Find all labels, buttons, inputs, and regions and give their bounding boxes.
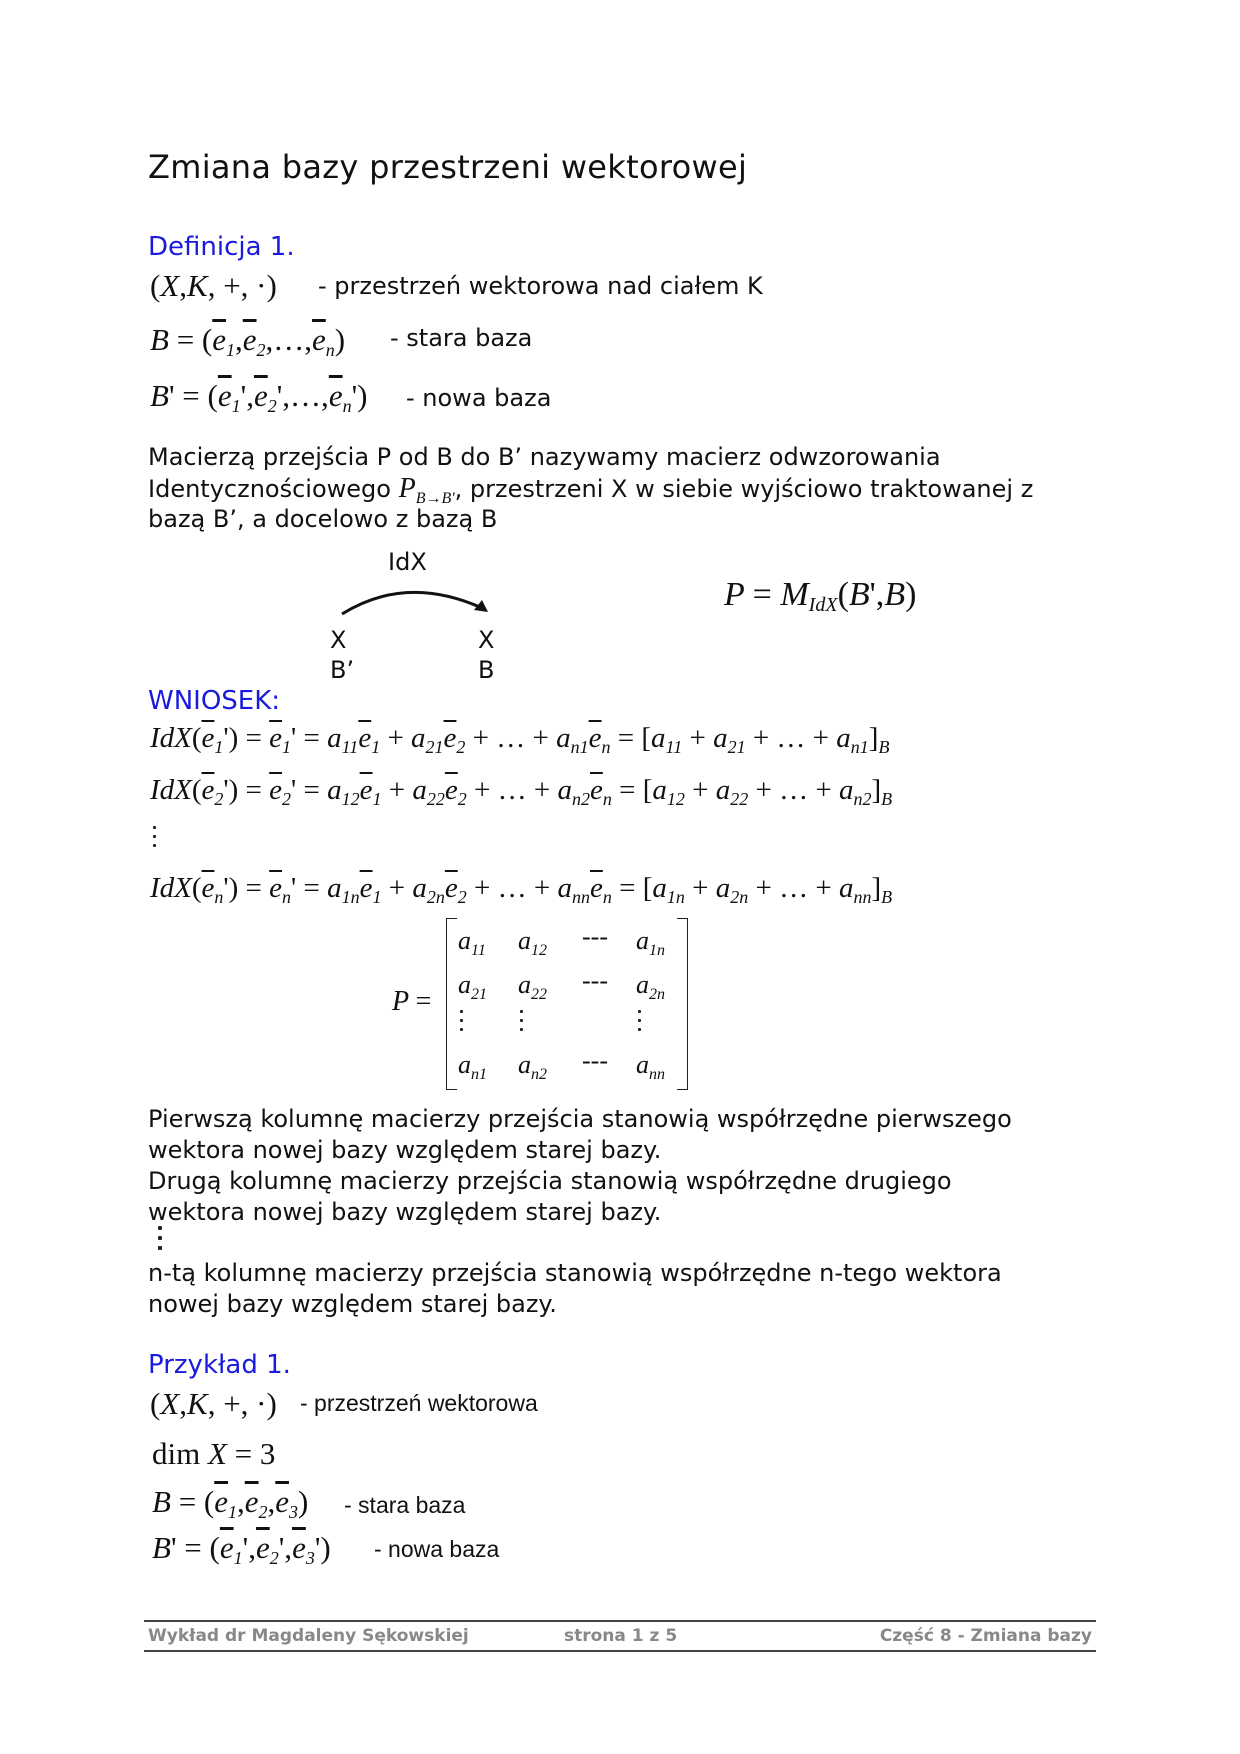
- example-formula-dimension: dim X = 3: [152, 1436, 276, 1471]
- old-basis-description: - stara baza: [390, 324, 533, 352]
- matrix-cell: $a_{12}$: [518, 926, 547, 959]
- vertical-ellipsis-icon: [153, 826, 156, 853]
- definition-paragraph-line1: Macierzą przejścia P od B do B’ nazywamy macierz odwzorowania: [148, 443, 941, 471]
- formula-vector-space: (X,K, +, ·): [150, 268, 277, 303]
- diagram-arrow-label: IdX: [388, 548, 427, 576]
- matrix-cell: $a_{22}$: [518, 970, 547, 1003]
- formula-old-basis: $B = (\overline{e}_1,\overline{e}_2,\dots,\overline{e}_n)$: [150, 322, 346, 360]
- diagram-right-basis: B: [478, 656, 495, 684]
- footer-author: Wykład dr Magdaleny Sękowskiej: [148, 1626, 469, 1646]
- vertical-ellipsis-icon: [638, 1010, 641, 1037]
- explanation-line4: wektora nowej bazy względem starej bazy.: [148, 1198, 662, 1226]
- matrix-cell: ---: [582, 966, 608, 995]
- explanation-line2: wektora nowej bazy względem starej bazy.: [148, 1136, 662, 1164]
- footer-chapter: Część 8 - Zmiana bazy: [879, 1626, 1092, 1646]
- formula-idx-en: $IdX(\overline{e}_n') = \overline{e}_n' = a_{1n}\overline{e}_1 + a_{2n}\overline{e}_2$ + … + $a_{nn}\overline{e}_n = [a_{1n} + a_{2n}$ + … + $a_{nn}]_B$: [150, 872, 893, 907]
- matrix-cell: $a_{2n}$: [636, 970, 665, 1003]
- formula-idx-e2: $IdX(\overline{e}_2') = \overline{e}_2' = a_{12}\overline{e}_1 + a_{22}\overline{e}_2$ + … + $a_{n2}\overline{e}_n = [a_{12} + a_{22}$ + … + $a_{n2}]_B$: [150, 774, 893, 809]
- transition-matrix: [446, 918, 688, 1088]
- matrix-left-bracket: [446, 918, 457, 1090]
- definition-paragraph-line2-rest: , przestrzeni X w siebie wyjściowo traktowanej z: [454, 475, 1034, 503]
- new-basis-description: - nowa baza: [406, 384, 552, 412]
- example-new-basis-description: - nowa baza: [374, 1536, 500, 1562]
- matrix-cell: $a_{nn}$: [636, 1050, 665, 1083]
- page-title: Zmiana bazy przestrzeni wektorowej: [148, 148, 748, 186]
- identity-word: Identycznościowego: [148, 475, 391, 503]
- vertical-ellipsis-icon: [520, 1010, 523, 1037]
- footer-top-rule: [144, 1620, 1096, 1622]
- matrix-cell: $a_{21}$: [458, 970, 487, 1003]
- diagram-left-space: X: [330, 626, 347, 654]
- example-old-basis-description: - stara baza: [344, 1492, 466, 1518]
- footer-page-number: strona 1 z 5: [564, 1626, 678, 1646]
- definition-heading: Definicja 1.: [148, 232, 295, 262]
- formula-transition-map: $P_{B\to B'}$: [398, 473, 455, 507]
- formula-idx-e1: $IdX(\overline{e}_1') = \overline{e}_1' = a_{11}\overline{e}_1 + a_{21}\overline{e}_2$ + … + $a_{n1}\overline{e}_n = [a_{11} + a_{21}$ + … + $a_{n1}]_B$: [150, 722, 890, 757]
- matrix-right-bracket: [677, 918, 688, 1090]
- diagram-right-space: X: [478, 626, 495, 654]
- formula-transition-matrix-def: $P = M_{IdX}(B',B)$: [724, 576, 917, 616]
- explanation-line3: Drugą kolumnę macierzy przejścia stanowią współrzędne drugiego: [148, 1167, 952, 1195]
- footer-bottom-rule: [144, 1650, 1096, 1652]
- matrix-name: P =: [392, 986, 432, 1017]
- matrix-cell: $a_{11}$: [458, 926, 486, 959]
- curved-arrow-icon: [336, 580, 496, 616]
- definition-paragraph-line3: bazą B’, a docelowo z bazą B: [148, 505, 498, 533]
- explanation-line6: nowej bazy względem starej bazy.: [148, 1290, 557, 1318]
- example-space-description: - przestrzeń wektorowa: [300, 1390, 538, 1416]
- example-formula-vector-space: (X,K, +, ·): [150, 1386, 277, 1421]
- example-formula-old-basis: $B = (\overline{e}_1,\overline{e}_2,\overline{e}_3)$: [152, 1484, 309, 1522]
- matrix-cell: $a_{n1}$: [458, 1050, 487, 1083]
- conclusion-heading: WNIOSEK:: [148, 686, 281, 716]
- explanation-line5: n-tą kolumnę macierzy przejścia stanowią współrzędne n-tego wektora: [148, 1259, 1002, 1287]
- matrix-cell: $a_{1n}$: [636, 926, 665, 959]
- vertical-ellipsis-icon: [460, 1010, 463, 1037]
- matrix-cell: ---: [582, 922, 608, 951]
- formula-new-basis: $B' = (\overline{e}_1',\overline{e}_2',\dots,\overline{e}_n')$: [150, 378, 368, 416]
- explanation-line1: Pierwszą kolumnę macierzy przejścia stanowią współrzędne pierwszego: [148, 1105, 1012, 1133]
- diagram-left-basis: B’: [330, 656, 355, 684]
- example-formula-new-basis: $B' = (\overline{e}_1',\overline{e}_2',\overline{e}_3')$: [152, 1530, 331, 1568]
- vector-space-description: - przestrzeń wektorowa nad ciałem K: [318, 272, 763, 300]
- matrix-cell: $a_{n2}$: [518, 1050, 547, 1083]
- matrix-cell: ---: [582, 1046, 608, 1075]
- example-heading: Przykład 1.: [148, 1350, 291, 1380]
- vertical-ellipsis-icon: [158, 1226, 162, 1256]
